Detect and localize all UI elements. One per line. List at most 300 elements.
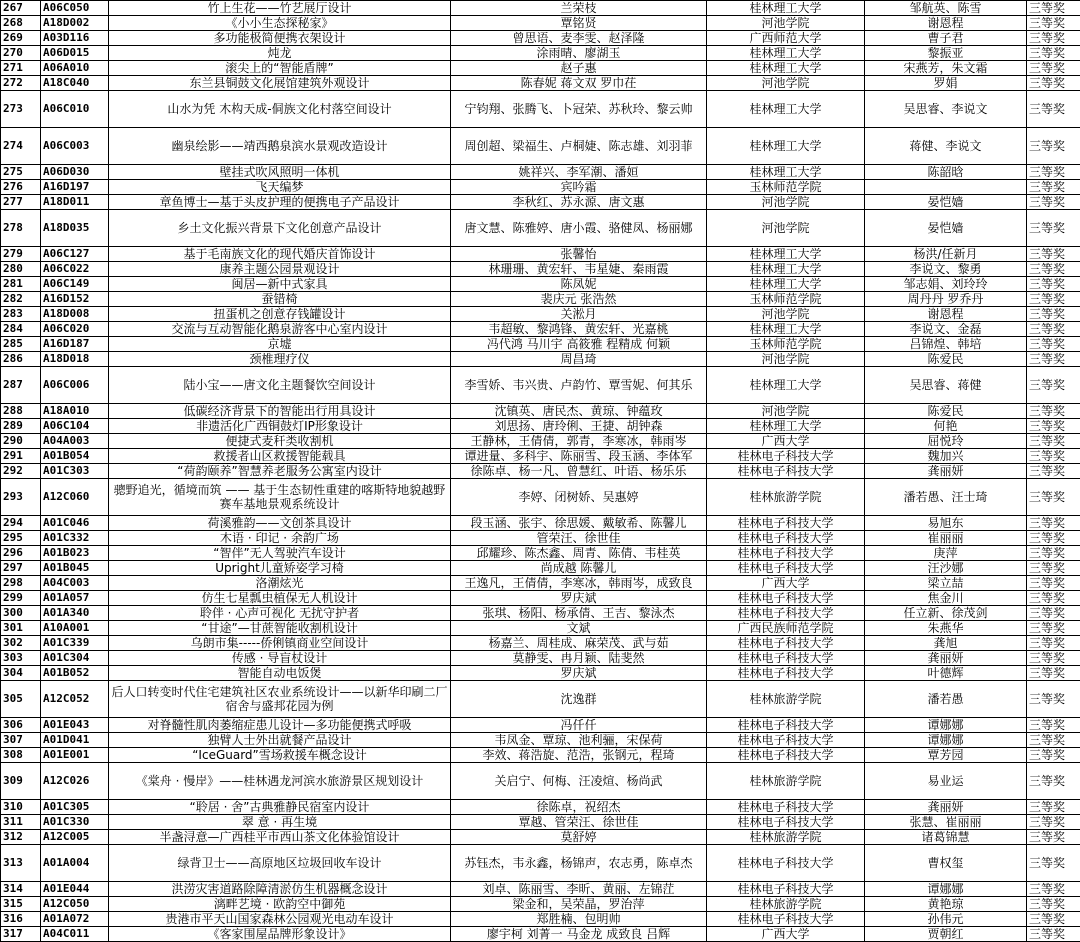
school-cell: 广西大学 — [707, 576, 865, 591]
project-code-cell: A06C127 — [41, 247, 109, 262]
project-title-cell: 骢野追光，循境而筑 —— 基于生态韧性重建的喀斯特地貌越野赛车基地景观系统设计 — [109, 479, 451, 516]
project-title-cell: 《棠舟 · 慢岸》——桂林遇龙河滨水旅游景区规划设计 — [109, 763, 451, 800]
authors-cell: 周昌琦 — [451, 352, 707, 367]
advisor-cell: 谭娜娜 — [865, 733, 1027, 748]
table-row — [1, 845, 1080, 882]
advisor-cell: 梁立喆 — [865, 576, 1027, 591]
advisor-cell: 周丹丹 罗乔丹 — [865, 292, 1027, 307]
project-title-cell: 幽泉绘影——靖西鹅泉滨水景观改造设计 — [109, 128, 451, 165]
award-cell: 三等奖 — [1027, 419, 1080, 434]
advisor-cell: 叶德辉 — [865, 666, 1027, 681]
school-cell: 广西大学 — [707, 434, 865, 449]
project-title-cell: 独臂人士外出就餐产品设计 — [109, 733, 451, 748]
award-cell: 三等奖 — [1027, 636, 1080, 651]
authors-cell: 张琪、杨阳、杨承倩、王吉、黎泳杰 — [451, 606, 707, 621]
authors-cell: 周创超、梁福生、卢桐婕、陈志雄、刘羽菲 — [451, 128, 707, 165]
award-cell: 三等奖 — [1027, 561, 1080, 576]
row-number-cell: 302 — [1, 636, 41, 651]
award-cell: 三等奖 — [1027, 531, 1080, 546]
project-code-cell: A16D197 — [41, 180, 109, 195]
school-cell: 桂林旅游学院 — [707, 479, 865, 516]
school-cell: 桂林理工大学 — [707, 1, 865, 16]
award-cell: 三等奖 — [1027, 800, 1080, 815]
authors-cell: 赵子惠 — [451, 61, 707, 76]
advisor-cell: 张慧、崔丽丽 — [865, 815, 1027, 830]
project-code-cell: A01B023 — [41, 546, 109, 561]
project-title-cell: 章鱼博士—基于头皮护理的便携电子产品设计 — [109, 195, 451, 210]
project-title-cell: 传感 · 导盲杖设计 — [109, 651, 451, 666]
project-code-cell: A06C050 — [41, 1, 109, 16]
table-row — [1, 277, 1080, 292]
award-cell: 三等奖 — [1027, 277, 1080, 292]
row-number-cell: 288 — [1, 404, 41, 419]
advisor-cell: 龚旭 — [865, 636, 1027, 651]
row-number-cell: 294 — [1, 516, 41, 531]
advisor-cell: 孙伟元 — [865, 912, 1027, 927]
project-title-cell: 基于毛南族文化的现代婚庆首饰设计 — [109, 247, 451, 262]
award-cell: 三等奖 — [1027, 748, 1080, 763]
award-cell: 三等奖 — [1027, 449, 1080, 464]
table-row — [1, 830, 1080, 845]
row-number-cell: 286 — [1, 352, 41, 367]
authors-cell: 莫静雯、冉月颖、陆斐然 — [451, 651, 707, 666]
project-code-cell: A01A340 — [41, 606, 109, 621]
row-number-cell: 293 — [1, 479, 41, 516]
row-number-cell: 304 — [1, 666, 41, 681]
project-title-cell: 洪涝灾害道路除障清淤仿生机器概念设计 — [109, 882, 451, 897]
table-row — [1, 419, 1080, 434]
authors-cell: 涂雨晴、廖湖玉 — [451, 46, 707, 61]
row-number-cell: 299 — [1, 591, 41, 606]
table-row — [1, 31, 1080, 46]
table-row — [1, 651, 1080, 666]
project-code-cell: A01C330 — [41, 815, 109, 830]
row-number-cell: 314 — [1, 882, 41, 897]
project-code-cell: A18D002 — [41, 16, 109, 31]
table-row — [1, 307, 1080, 322]
authors-cell: 管荣汪、徐世佳 — [451, 531, 707, 546]
award-cell: 三等奖 — [1027, 180, 1080, 195]
award-cell: 三等奖 — [1027, 307, 1080, 322]
school-cell: 桂林电子科技大学 — [707, 516, 865, 531]
school-cell: 桂林电子科技大学 — [707, 591, 865, 606]
authors-cell: 王静林，王倩倩，郭青，李寒冰，韩雨岑 — [451, 434, 707, 449]
project-title-cell: “聆居 · 舍”古典雅静民宿室内设计 — [109, 800, 451, 815]
project-title-cell: 低碳经济背景下的智能出行用具设计 — [109, 404, 451, 419]
award-cell: 三等奖 — [1027, 367, 1080, 404]
table-row — [1, 531, 1080, 546]
row-number-cell: 311 — [1, 815, 41, 830]
project-title-cell: 翠 意 · 再生境 — [109, 815, 451, 830]
award-cell: 三等奖 — [1027, 262, 1080, 277]
authors-cell: 兰荣枝 — [451, 1, 707, 16]
authors-cell: 沈镇英、唐民杰、黄琼、钟蕴玫 — [451, 404, 707, 419]
row-number-cell: 317 — [1, 927, 41, 942]
project-title-cell: 绿背卫士——高原地区垃圾回收车设计 — [109, 845, 451, 882]
authors-cell: 李雪娇、韦兴贵、卢韵竹、覃雪妮、何其乐 — [451, 367, 707, 404]
advisor-cell: 龚丽妍 — [865, 464, 1027, 479]
authors-cell: 苏钰杰，韦永鑫，杨锦声，农志勇，陈卓杰 — [451, 845, 707, 882]
award-cell: 三等奖 — [1027, 927, 1080, 942]
advisor-cell: 李说文、金磊 — [865, 322, 1027, 337]
advisor-cell: 陈爱民 — [865, 352, 1027, 367]
row-number-cell: 316 — [1, 912, 41, 927]
school-cell: 桂林电子科技大学 — [707, 531, 865, 546]
school-cell: 桂林电子科技大学 — [707, 845, 865, 882]
project-code-cell: A01C303 — [41, 464, 109, 479]
table-row — [1, 591, 1080, 606]
award-cell: 三等奖 — [1027, 210, 1080, 247]
table-row — [1, 546, 1080, 561]
project-title-cell: 京墟 — [109, 337, 451, 352]
school-cell: 广西民族师范学院 — [707, 621, 865, 636]
row-number-cell: 279 — [1, 247, 41, 262]
award-cell: 三等奖 — [1027, 815, 1080, 830]
row-number-cell: 308 — [1, 748, 41, 763]
project-code-cell: A01C305 — [41, 800, 109, 815]
advisor-cell: 宋燕芳，朱文霜 — [865, 61, 1027, 76]
authors-cell: 文斌 — [451, 621, 707, 636]
advisor-cell: 谭娜娜 — [865, 718, 1027, 733]
project-title-cell: “IceGuard”雪场救援车概念设计 — [109, 748, 451, 763]
table-row — [1, 292, 1080, 307]
advisor-cell: 龚丽妍 — [865, 651, 1027, 666]
row-number-cell: 315 — [1, 897, 41, 912]
project-code-cell: A06D030 — [41, 165, 109, 180]
project-code-cell: A12C052 — [41, 681, 109, 718]
school-cell: 桂林电子科技大学 — [707, 651, 865, 666]
table-row — [1, 46, 1080, 61]
row-number-cell: 298 — [1, 576, 41, 591]
table-row — [1, 367, 1080, 404]
award-cell: 三等奖 — [1027, 195, 1080, 210]
row-number-cell: 307 — [1, 733, 41, 748]
table-row — [1, 927, 1080, 942]
authors-cell: 李婷、闭树娇、吴惠婷 — [451, 479, 707, 516]
project-code-cell: A18D011 — [41, 195, 109, 210]
project-code-cell: A01B052 — [41, 666, 109, 681]
project-code-cell: A01E044 — [41, 882, 109, 897]
school-cell: 桂林旅游学院 — [707, 681, 865, 718]
authors-cell: 尚成越 陈馨儿 — [451, 561, 707, 576]
advisor-cell: 庚萍 — [865, 546, 1027, 561]
advisor-cell: 易业运 — [865, 763, 1027, 800]
authors-cell: 林珊珊、黄宏轩、韦星婕、秦雨霞 — [451, 262, 707, 277]
project-title-cell: 便捷式麦秆类收割机 — [109, 434, 451, 449]
row-number-cell: 274 — [1, 128, 41, 165]
row-number-cell: 270 — [1, 46, 41, 61]
project-code-cell: A06C022 — [41, 262, 109, 277]
award-cell: 三等奖 — [1027, 76, 1080, 91]
school-cell: 桂林电子科技大学 — [707, 606, 865, 621]
school-cell: 桂林理工大学 — [707, 419, 865, 434]
award-cell: 三等奖 — [1027, 322, 1080, 337]
school-cell: 桂林理工大学 — [707, 262, 865, 277]
advisor-cell: 邹航英、陈雪 — [865, 1, 1027, 16]
authors-cell: 李秋红、苏永源、唐文惠 — [451, 195, 707, 210]
table-row — [1, 247, 1080, 262]
authors-cell: 段玉涵、张宇、徐思媛、戴敏希、陈馨儿 — [451, 516, 707, 531]
advisor-cell: 黎振亚 — [865, 46, 1027, 61]
table-row — [1, 165, 1080, 180]
award-cell: 三等奖 — [1027, 830, 1080, 845]
authors-cell: 郑胜楠、包明帅 — [451, 912, 707, 927]
project-code-cell: A04A003 — [41, 434, 109, 449]
authors-cell: 邱耀珍、陈杰鑫、周青、陈倩、韦桂英 — [451, 546, 707, 561]
project-title-cell: 对脊髓性肌肉萎缩症患儿设计—多功能便携式呼吸 — [109, 718, 451, 733]
award-cell: 三等奖 — [1027, 31, 1080, 46]
project-code-cell: A06C006 — [41, 367, 109, 404]
project-title-cell: 仿生七星瓢虫植保无人机设计 — [109, 591, 451, 606]
project-title-cell: “荷韵颐养”智慧养老服务公寓室内设计 — [109, 464, 451, 479]
school-cell: 桂林电子科技大学 — [707, 815, 865, 830]
table-row — [1, 763, 1080, 800]
row-number-cell: 272 — [1, 76, 41, 91]
advisor-cell: 杨洪/任新月 — [865, 247, 1027, 262]
table-row — [1, 516, 1080, 531]
project-code-cell: A01A072 — [41, 912, 109, 927]
row-number-cell: 309 — [1, 763, 41, 800]
award-cell: 三等奖 — [1027, 845, 1080, 882]
row-number-cell: 282 — [1, 292, 41, 307]
project-code-cell: A01A057 — [41, 591, 109, 606]
school-cell: 桂林旅游学院 — [707, 763, 865, 800]
authors-cell: 徐陈卓、杨一凡、曾慧红、叶语、杨乐乐 — [451, 464, 707, 479]
authors-cell: 杨嘉兰、周桂成、麻荣茂、武与茹 — [451, 636, 707, 651]
project-title-cell: 洛潮炫光 — [109, 576, 451, 591]
project-title-cell: 竹上生花——竹艺展厅设计 — [109, 1, 451, 16]
row-number-cell: 312 — [1, 830, 41, 845]
row-number-cell: 296 — [1, 546, 41, 561]
project-title-cell: Upright儿童矫姿学习椅 — [109, 561, 451, 576]
school-cell: 桂林电子科技大学 — [707, 748, 865, 763]
advisor-cell: 易旭东 — [865, 516, 1027, 531]
project-title-cell: 救援者山区救援智能载具 — [109, 449, 451, 464]
row-number-cell: 295 — [1, 531, 41, 546]
project-title-cell: 《小小生态探秘家》 — [109, 16, 451, 31]
advisor-cell: 晏恺嫱 — [865, 195, 1027, 210]
table-row — [1, 815, 1080, 830]
award-cell: 三等奖 — [1027, 546, 1080, 561]
row-number-cell: 267 — [1, 1, 41, 16]
project-title-cell: 蚕错椅 — [109, 292, 451, 307]
row-number-cell: 310 — [1, 800, 41, 815]
advisor-cell: 李说文、黎勇 — [865, 262, 1027, 277]
school-cell: 河池学院 — [707, 195, 865, 210]
advisor-cell: 晏恺嫱 — [865, 210, 1027, 247]
advisor-cell: 吴思睿、李说文 — [865, 91, 1027, 128]
award-cell: 三等奖 — [1027, 46, 1080, 61]
award-cell: 三等奖 — [1027, 91, 1080, 128]
advisor-cell: 罗娟 — [865, 76, 1027, 91]
row-number-cell: 289 — [1, 419, 41, 434]
project-title-cell: 聆伴 · 心声可视化 无扰守护者 — [109, 606, 451, 621]
project-code-cell: A01C332 — [41, 531, 109, 546]
project-code-cell: A10A001 — [41, 621, 109, 636]
project-code-cell: A16D187 — [41, 337, 109, 352]
row-number-cell: 303 — [1, 651, 41, 666]
project-code-cell: A01E001 — [41, 748, 109, 763]
award-cell: 三等奖 — [1027, 733, 1080, 748]
row-number-cell: 268 — [1, 16, 41, 31]
project-code-cell: A01C046 — [41, 516, 109, 531]
table-row — [1, 681, 1080, 718]
school-cell: 桂林理工大学 — [707, 61, 865, 76]
table-row — [1, 1, 1080, 16]
school-cell: 桂林电子科技大学 — [707, 561, 865, 576]
award-cell: 三等奖 — [1027, 16, 1080, 31]
school-cell: 桂林电子科技大学 — [707, 666, 865, 681]
row-number-cell: 306 — [1, 718, 41, 733]
table-row — [1, 733, 1080, 748]
table-row — [1, 606, 1080, 621]
table-row — [1, 912, 1080, 927]
row-number-cell: 271 — [1, 61, 41, 76]
award-cell: 三等奖 — [1027, 576, 1080, 591]
project-title-cell: 半盏浔意—广西桂平市西山茶文化体验馆设计 — [109, 830, 451, 845]
project-title-cell: 交流与互动智能化鹅泉游客中心室内设计 — [109, 322, 451, 337]
authors-cell: 宁钧翔、张腾飞、卜冠荣、苏秋玲、黎云帅 — [451, 91, 707, 128]
award-cell: 三等奖 — [1027, 352, 1080, 367]
award-cell: 三等奖 — [1027, 247, 1080, 262]
project-code-cell: A18D018 — [41, 352, 109, 367]
advisor-cell: 任立新、徐茂剑 — [865, 606, 1027, 621]
school-cell: 桂林电子科技大学 — [707, 912, 865, 927]
project-code-cell: A01C304 — [41, 651, 109, 666]
advisor-cell: 崔丽丽 — [865, 531, 1027, 546]
award-cell: 三等奖 — [1027, 292, 1080, 307]
authors-cell: 廖宇柯 刘菁一 马金龙 成致良 吕辉 — [451, 927, 707, 942]
authors-cell: 谭进量、多科宇、陈丽雪、段玉涵、李体军 — [451, 449, 707, 464]
advisor-cell: 何艳 — [865, 419, 1027, 434]
advisor-cell: 陈爱民 — [865, 404, 1027, 419]
school-cell: 桂林旅游学院 — [707, 830, 865, 845]
project-title-cell: 陆小宝——唐文化主题餐饮空间设计 — [109, 367, 451, 404]
table-row — [1, 800, 1080, 815]
advisor-cell: 诸葛锦慧 — [865, 830, 1027, 845]
table-row — [1, 576, 1080, 591]
table-row — [1, 16, 1080, 31]
school-cell: 河池学院 — [707, 404, 865, 419]
school-cell: 桂林电子科技大学 — [707, 718, 865, 733]
project-code-cell: A06C003 — [41, 128, 109, 165]
project-code-cell: A01B054 — [41, 449, 109, 464]
project-code-cell: A18A010 — [41, 404, 109, 419]
authors-cell: 莫舒婷 — [451, 830, 707, 845]
advisor-cell: 黄艳琼 — [865, 897, 1027, 912]
school-cell: 河池学院 — [707, 210, 865, 247]
row-number-cell: 275 — [1, 165, 41, 180]
authors-cell: 徐陈卓，祝绍杰 — [451, 800, 707, 815]
project-code-cell: A18D008 — [41, 307, 109, 322]
authors-cell: 罗庆斌 — [451, 666, 707, 681]
advisor-cell: 蒋健、李说文 — [865, 128, 1027, 165]
school-cell: 桂林理工大学 — [707, 322, 865, 337]
row-number-cell: 280 — [1, 262, 41, 277]
project-code-cell: A12C005 — [41, 830, 109, 845]
project-title-cell: “甘途”—甘蔗智能收割机设计 — [109, 621, 451, 636]
project-code-cell: A01C339 — [41, 636, 109, 651]
award-cell: 三等奖 — [1027, 606, 1080, 621]
table-row — [1, 404, 1080, 419]
authors-cell: 李效、蒋浩旋、范浩，张钢元，程琦 — [451, 748, 707, 763]
project-code-cell: A06C149 — [41, 277, 109, 292]
school-cell: 桂林电子科技大学 — [707, 733, 865, 748]
authors-cell: 梁金和，吴荣晶，罗治萍 — [451, 897, 707, 912]
project-code-cell: A06C010 — [41, 91, 109, 128]
authors-cell: 冯仟仟 — [451, 718, 707, 733]
school-cell: 玉林师范学院 — [707, 337, 865, 352]
school-cell: 桂林电子科技大学 — [707, 882, 865, 897]
row-number-cell: 285 — [1, 337, 41, 352]
school-cell: 桂林理工大学 — [707, 91, 865, 128]
project-code-cell: A01A004 — [41, 845, 109, 882]
school-cell: 桂林电子科技大学 — [707, 800, 865, 815]
row-number-cell: 292 — [1, 464, 41, 479]
advisor-cell: 谢恩程 — [865, 16, 1027, 31]
award-cell: 三等奖 — [1027, 651, 1080, 666]
table-row — [1, 195, 1080, 210]
project-code-cell: A12C050 — [41, 897, 109, 912]
advisor-cell: 覃芳园 — [865, 748, 1027, 763]
award-cell: 三等奖 — [1027, 61, 1080, 76]
advisor-cell: 谭娜娜 — [865, 882, 1027, 897]
advisor-cell: 潘若愚、汪士琦 — [865, 479, 1027, 516]
advisor-cell: 朱燕华 — [865, 621, 1027, 636]
table-row — [1, 352, 1080, 367]
project-title-cell: 贵港市平天山国家森林公园观光电动车设计 — [109, 912, 451, 927]
advisor-cell: 龚丽妍 — [865, 800, 1027, 815]
row-number-cell: 290 — [1, 434, 41, 449]
table-row — [1, 180, 1080, 195]
table-row — [1, 337, 1080, 352]
award-cell: 三等奖 — [1027, 1, 1080, 16]
project-title-cell: 非遗活化广西铜鼓灯IP形象设计 — [109, 419, 451, 434]
table-row — [1, 666, 1080, 681]
project-code-cell: A01B045 — [41, 561, 109, 576]
row-number-cell: 284 — [1, 322, 41, 337]
table-row — [1, 561, 1080, 576]
advisor-cell: 魏加兴 — [865, 449, 1027, 464]
authors-cell: 覃铭贤 — [451, 16, 707, 31]
row-number-cell: 273 — [1, 91, 41, 128]
school-cell: 桂林电子科技大学 — [707, 449, 865, 464]
award-cell: 三等奖 — [1027, 434, 1080, 449]
award-cell: 三等奖 — [1027, 763, 1080, 800]
award-cell: 三等奖 — [1027, 681, 1080, 718]
advisor-cell: 潘若愚 — [865, 681, 1027, 718]
row-number-cell: 269 — [1, 31, 41, 46]
project-code-cell: A16D152 — [41, 292, 109, 307]
table-row — [1, 882, 1080, 897]
project-title-cell: 东兰县铜鼓文化展馆建筑外观设计 — [109, 76, 451, 91]
award-cell: 三等奖 — [1027, 516, 1080, 531]
project-code-cell: A18D035 — [41, 210, 109, 247]
project-title-cell: 扭蛋机之创意存钱罐设计 — [109, 307, 451, 322]
project-title-cell: 荷溪雅韵——文创茶具设计 — [109, 516, 451, 531]
table-row — [1, 322, 1080, 337]
authors-cell: 韦超敏、黎鸿锋、黄宏轩、光嘉桃 — [451, 322, 707, 337]
school-cell: 河池学院 — [707, 16, 865, 31]
award-cell: 三等奖 — [1027, 882, 1080, 897]
school-cell: 河池学院 — [707, 76, 865, 91]
advisor-cell: 汪沙娜 — [865, 561, 1027, 576]
school-cell: 桂林电子科技大学 — [707, 546, 865, 561]
row-number-cell: 283 — [1, 307, 41, 322]
advisor-cell: 曹权玺 — [865, 845, 1027, 882]
authors-cell: 刘卓、陈丽雪、李昕、黄丽、左锦茳 — [451, 882, 707, 897]
table-row — [1, 748, 1080, 763]
